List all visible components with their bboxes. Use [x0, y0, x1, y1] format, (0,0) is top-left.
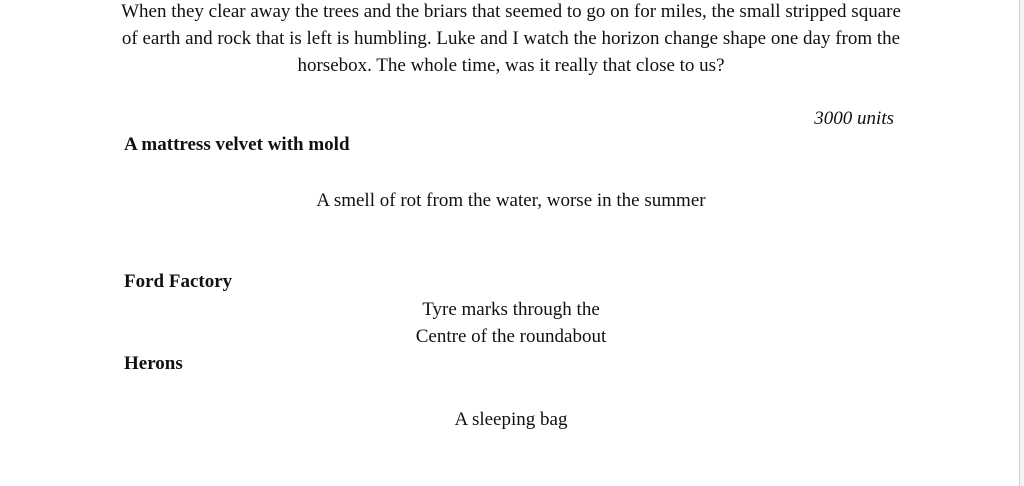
section-line: Tyre marks through the — [422, 299, 600, 320]
section-text-herons — [0, 406, 1022, 433]
section-heading-herons: Herons — [124, 353, 183, 374]
section-line: Centre of the roundabout — [415, 326, 607, 347]
units-label: 3000 units — [814, 108, 894, 129]
section-heading-ford-factory: Ford Factory — [124, 271, 233, 292]
section-line: A smell of rot from the water, worse in the summer — [316, 190, 706, 211]
section-line: A sleeping bag — [454, 409, 568, 430]
section-text-ford-factory — [0, 296, 1022, 350]
section-text-mattress — [0, 187, 1022, 214]
intro-paragraph: When they clear away the trees and the briars that seemed to go on for miles, the small stripped square of earth and rock that is left is humbling. Luke and I watch the horizon change shape one day from the horsebox. The whole time, was it really that close to us? — [121, 1, 901, 76]
page-gutter — [1020, 0, 1024, 486]
section-heading-mattress: A mattress velvet with mold — [124, 134, 350, 155]
